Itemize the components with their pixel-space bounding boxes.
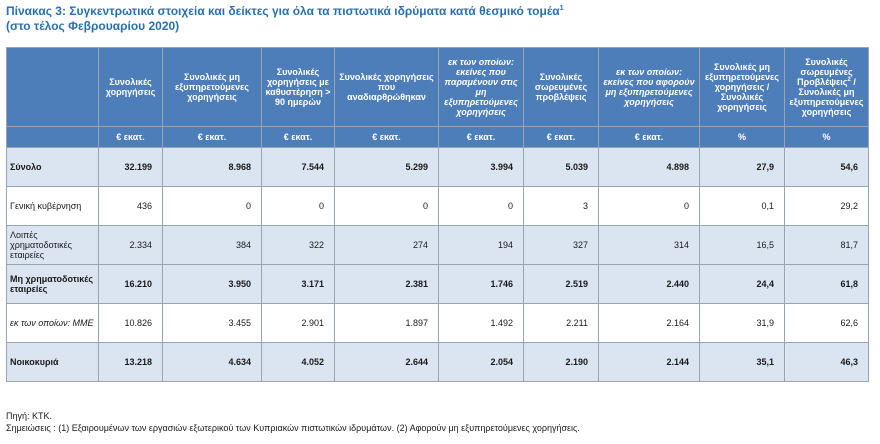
table-cell: 5.039 (524, 148, 599, 187)
table-cell: 3.171 (262, 265, 335, 304)
unit-cell: € εκατ. (262, 127, 335, 148)
row-label: Λοιπές χρηματοδοτικές εταιρείες (7, 226, 99, 265)
table-cell: 10.826 (99, 304, 163, 343)
column-header (163, 48, 262, 127)
table-cell: 46,3 (785, 343, 869, 382)
table-cell: 2.164 (599, 304, 700, 343)
table-corner-cell (7, 48, 99, 127)
table-cell: 1.492 (439, 304, 524, 343)
row-label: Μη χρηματοδοτικές εταιρείες (7, 265, 99, 304)
table-cell: 0 (439, 187, 524, 226)
units-row (7, 127, 869, 148)
column-header-label: εκ των οποίων: εκείνες που παραμένουν στις μη εξυπηρετούμενες χορηγήσεις (444, 57, 518, 117)
column-header (439, 48, 524, 127)
units-corner-cell (7, 127, 99, 148)
unit-cell: € εκατ. (335, 127, 439, 148)
table-cell: 31,9 (700, 304, 785, 343)
table-cell: 3.950 (163, 265, 262, 304)
table-cell: 2.519 (524, 265, 599, 304)
row-label: Γενική κυβέρνηση (7, 187, 99, 226)
table-cell: 13.218 (99, 343, 163, 382)
unit-cell: € εκατ. (163, 127, 262, 148)
table-cell: 16.210 (99, 265, 163, 304)
column-header (99, 48, 163, 127)
table-cell: 35,1 (700, 343, 785, 382)
table-cell: 2.334 (99, 226, 163, 265)
table-cell: 5.299 (335, 148, 439, 187)
table-title (6, 4, 564, 34)
table-cell: 24,4 (700, 265, 785, 304)
table-cell: 3 (524, 187, 599, 226)
row-label: Σύνολο (7, 148, 99, 187)
column-header (785, 48, 869, 127)
table-cell: 274 (335, 226, 439, 265)
column-header (700, 48, 785, 127)
table-cell: 2.190 (524, 343, 599, 382)
table-cell: 1.746 (439, 265, 524, 304)
row-label: Νοικοκυριά (7, 343, 99, 382)
table-row (7, 343, 869, 382)
column-header-footnote-marker: 2 (847, 77, 851, 83)
source-note: Πηγή: ΚΤΚ. (6, 411, 53, 421)
statistics-table (6, 47, 869, 382)
table-cell: 2.211 (524, 304, 599, 343)
unit-cell: € εκατ. (524, 127, 599, 148)
table-cell: 32.199 (99, 148, 163, 187)
column-header-label: Συνολικές μη εξυπηρετούμενες χορηγήσεις (175, 72, 249, 102)
table-cell: 4.052 (262, 343, 335, 382)
table-cell: 8.968 (163, 148, 262, 187)
footnotes: Σημειώσεις : (1) Εξαιρουμένων των εργασιών εξωτερικού των Κυπριακών πιστωτικών ιδρυμάτων. (2) Αφορούν μη εξυπηρετούμενες χορηγήσεις. (6, 423, 580, 433)
unit-cell: € εκατ. (599, 127, 700, 148)
table-cell: 54,6 (785, 148, 869, 187)
table-cell: 81,7 (785, 226, 869, 265)
table-cell: 2.381 (335, 265, 439, 304)
table-cell: 2.644 (335, 343, 439, 382)
column-header-label: Συνολικές χορηγήσεις που αναδιαρθρώθηκαν (339, 72, 434, 102)
row-label: εκ των οποίων: ΜΜΕ (7, 304, 99, 343)
column-header-label: Συνολικές χορηγήσεις (105, 77, 156, 97)
table-cell: 327 (524, 226, 599, 265)
table-title-line1: Πίνακας 3: Συγκεντρωτικά στοιχεία και δείκτες για όλα τα πιστωτικά ιδρύματα κατά θεσμικό τομέα$^1$ (6, 4, 564, 18)
unit-cell: % (700, 127, 785, 148)
table-cell: 322 (262, 226, 335, 265)
column-header (335, 48, 439, 127)
unit-cell: € εκατ. (439, 127, 524, 148)
table-cell: 0 (262, 187, 335, 226)
title-footnote-marker: 1 (559, 5, 564, 12)
column-header-label: Συνολικές χορηγήσεις με καθυστέρηση > 90 ημερών (265, 67, 331, 107)
table-cell: 4.898 (599, 148, 700, 187)
table-cell: 0 (599, 187, 700, 226)
column-header-label: Συνολικές σωρευμένες προβλέψεις (534, 72, 588, 102)
table-cell: 0,1 (700, 187, 785, 226)
table-cell: 29,2 (785, 187, 869, 226)
column-header (599, 48, 700, 127)
table-cell: 7.544 (262, 148, 335, 187)
table-cell: 2.901 (262, 304, 335, 343)
table-cell: 4.634 (163, 343, 262, 382)
table-cell: 1.897 (335, 304, 439, 343)
table-cell: 194 (439, 226, 524, 265)
column-header-label: Συνολικές μη εξυπηρετούμενες χορηγήσεις / Συνολικές χορηγήσεις (705, 62, 779, 112)
table-cell: 0 (335, 187, 439, 226)
table-cell: 384 (163, 226, 262, 265)
table-footer (6, 410, 580, 434)
table-title-line2: (στο τέλος Φεβρουαρίου 2020) (6, 19, 180, 33)
table-cell: 436 (99, 187, 163, 226)
table-cell: 2.144 (599, 343, 700, 382)
table-cell: 16,5 (700, 226, 785, 265)
table-cell: 2.054 (439, 343, 524, 382)
table-cell: 314 (599, 226, 700, 265)
table-row (7, 304, 869, 343)
table-row (7, 148, 869, 187)
column-header (524, 48, 599, 127)
table-cell: 27,9 (700, 148, 785, 187)
table-cell: 0 (163, 187, 262, 226)
table-cell: 61,8 (785, 265, 869, 304)
table-row (7, 226, 869, 265)
table-body (7, 148, 869, 382)
table-cell: 2.440 (599, 265, 700, 304)
column-header-label: Συνολικές σωρευμένες Προβλέψεις (797, 57, 853, 87)
table-cell: 3.994 (439, 148, 524, 187)
column-header-label: εκ των οποίων: εκείνες που αφορούν μη εξυπηρετούμενες χορηγήσεις (603, 67, 695, 107)
column-header (262, 48, 335, 127)
table-header-row (7, 48, 869, 127)
table-row (7, 265, 869, 304)
unit-cell: % (785, 127, 869, 148)
table-cell: 62,6 (785, 304, 869, 343)
unit-cell: € εκατ. (99, 127, 163, 148)
table-row (7, 187, 869, 226)
column-header-label-continued: / Συνολικές μη εξυπηρετούμενες χορηγήσεις (789, 77, 864, 117)
table-cell: 3.455 (163, 304, 262, 343)
